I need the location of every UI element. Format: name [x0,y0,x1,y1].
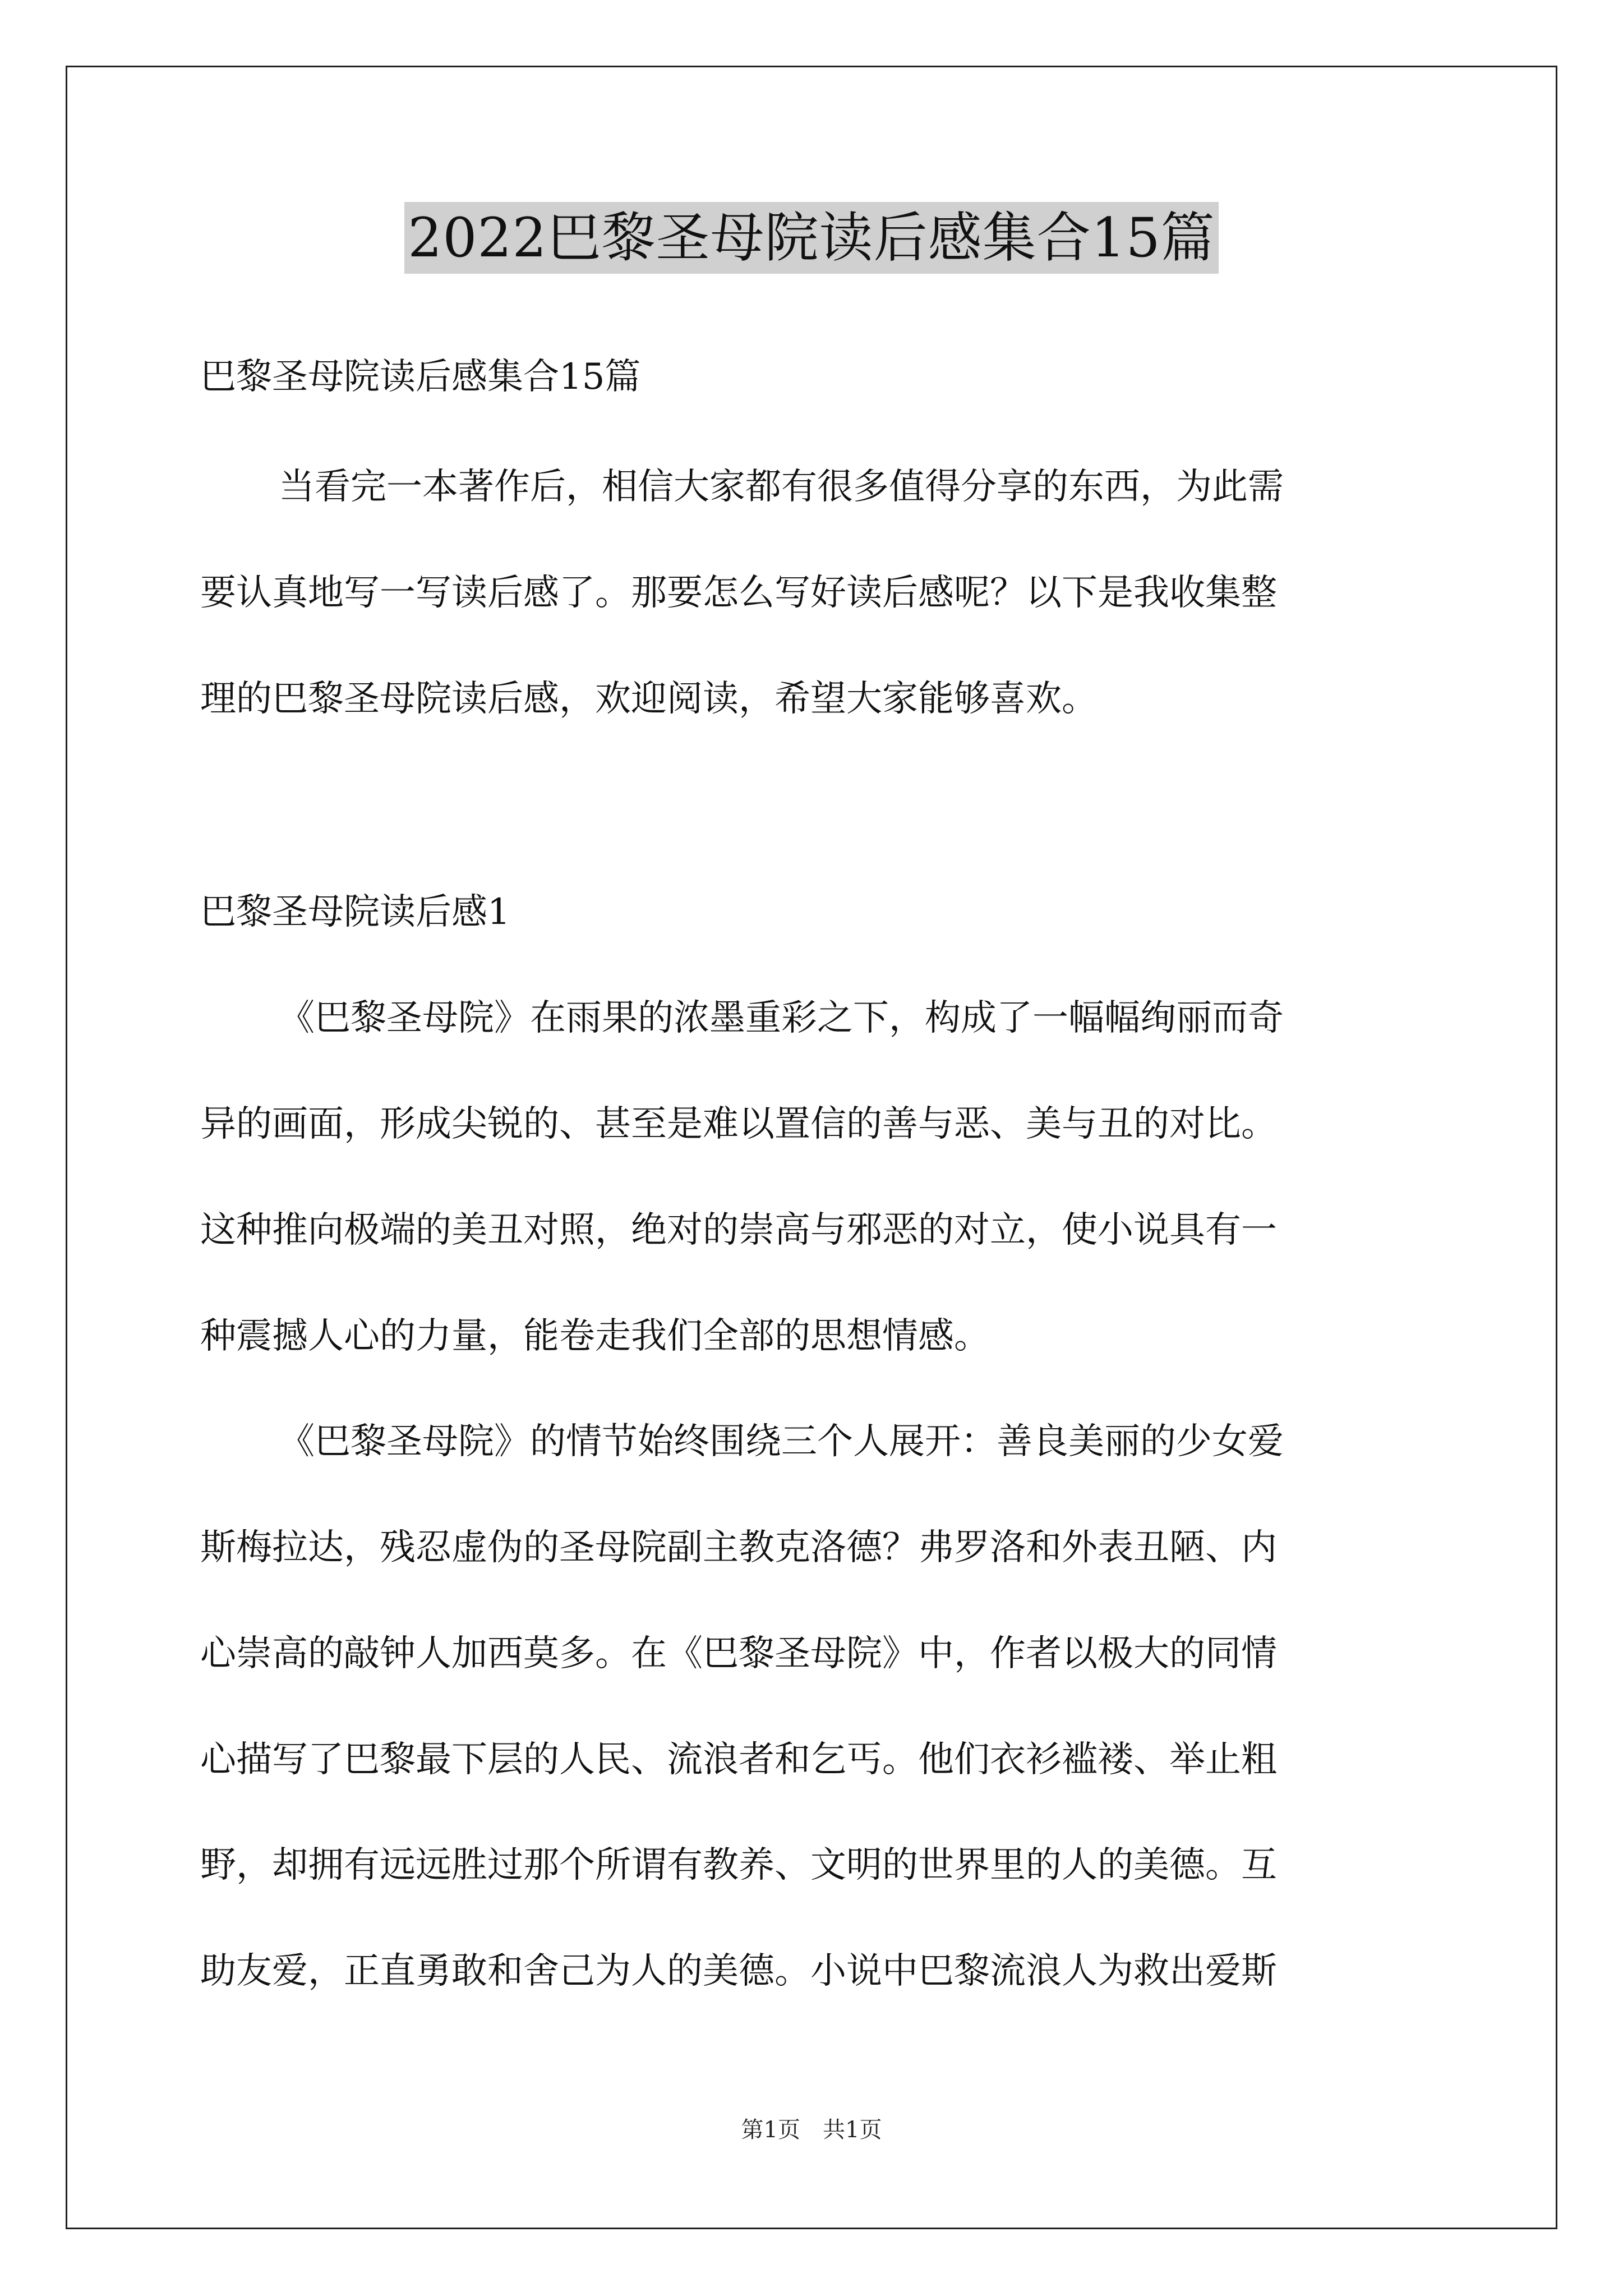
subtitle: 巴黎圣母院读后感集合15篇 [200,356,641,398]
paragraph2-line-2: 斯梅拉达，残忍虚伪的圣母院副主教克洛德？弗罗洛和外表丑陋、内 [200,1527,1277,1568]
paragraph2-line-5: 野，却拥有远远胜过那个所谓有教养、文明的世界里的人的美德。互 [200,1844,1277,1886]
title-container [0,202,1623,274]
paragraph2-line-6: 助友爱，正直勇敢和舍己为人的美德。小说中巴黎流浪人为救出爱斯 [200,1950,1277,1992]
section-heading: 巴黎圣母院读后感1 [200,891,510,933]
intro-line-3: 理的巴黎圣母院读后感，欢迎阅读，希望大家能够喜欢。 [200,678,1098,720]
paragraph2-line-4: 心描写了巴黎最下层的人民、流浪者和乞丐。他们衣衫褴褛、举止粗 [200,1739,1277,1780]
paragraph2-line-3: 心崇高的敲钟人加西莫多。在《巴黎圣母院》中，作者以极大的同情 [200,1633,1277,1674]
document-title: 2022巴黎圣母院读后感集合15篇 [404,202,1218,274]
paragraph1-line-3: 这种推向极端的美丑对照，绝对的崇高与邪恶的对立，使小说具有一 [200,1209,1277,1251]
paragraph1-line-4: 种震撼人心的力量，能卷走我们全部的思想情感。 [200,1315,990,1357]
paragraph1-line-1: 《巴黎圣母院》在雨果的浓墨重彩之下，构成了一幅幅绚丽而奇 [279,997,1284,1039]
intro-line-2: 要认真地写一写读后感了。那要怎么写好读后感呢？以下是我收集整 [200,572,1277,614]
page-footer: 第1页 共1页 [741,2117,882,2143]
intro-line-1: 当看完一本著作后，相信大家都有很多值得分享的东西，为此需 [279,466,1284,508]
paragraph2-line-1: 《巴黎圣母院》的情节始终围绕三个人展开：善良美丽的少女爱 [279,1421,1284,1462]
paragraph1-line-2: 异的画面，形成尖锐的、甚至是难以置信的善与恶、美与丑的对比。 [200,1103,1277,1145]
